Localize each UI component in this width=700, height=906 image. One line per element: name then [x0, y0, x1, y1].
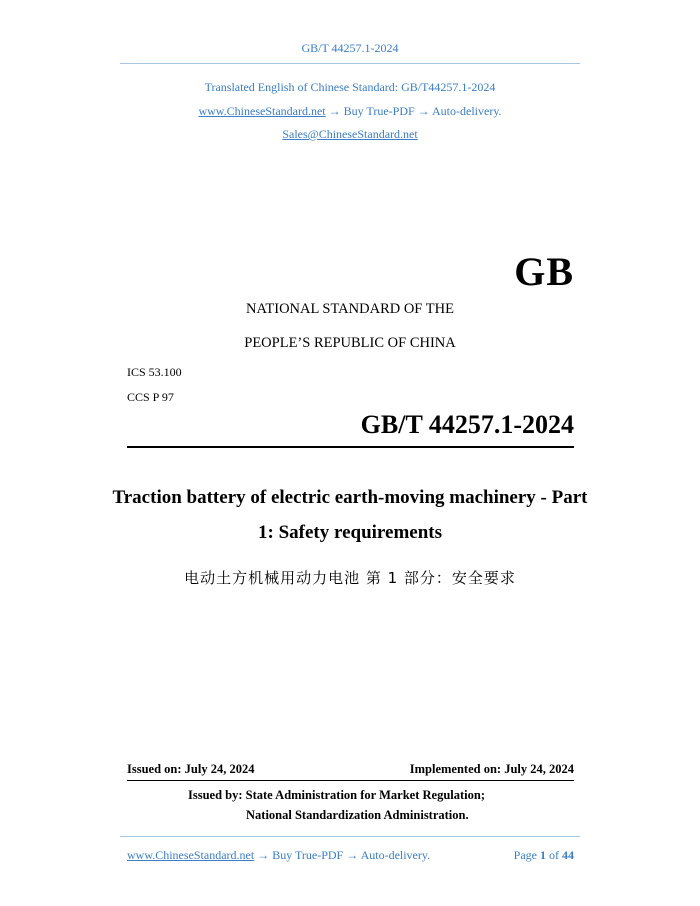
footer-promo-text: → Buy True-PDF → Auto-delivery.	[254, 848, 431, 862]
page-label: Page	[513, 848, 537, 862]
promo-text: → Buy True-PDF → Auto-delivery.	[325, 104, 502, 118]
ccs-code: CCS P 97	[127, 390, 174, 404]
site-link[interactable]: www.ChineseStandard.net	[198, 104, 326, 118]
footer-promo	[127, 848, 430, 863]
running-header-title: GB/T 44257.1-2024	[301, 41, 399, 55]
page-current: 1	[540, 848, 546, 862]
national-standard-line-1: NATIONAL STANDARD OF THE	[246, 301, 454, 317]
sales-email-link[interactable]: Sales@ChineseStandard.net	[282, 127, 418, 141]
document-title-line-1: Traction battery of electric earth-moving machinery - Part	[112, 487, 588, 508]
sales-email-line	[0, 127, 700, 142]
issuer-line-2: National Standardization Administration.	[246, 808, 469, 822]
implemented-on-date: Implemented on: July 24, 2024	[409, 762, 574, 776]
gb-mark: GB	[514, 249, 574, 294]
page-indicator	[514, 848, 574, 863]
translation-notice: Translated English of Chinese Standard: GB/T44257.1-2024	[204, 80, 496, 94]
issuer-line-1: Issued by: State Administration for Market Regulation;	[188, 788, 485, 802]
ics-code: ICS 53.100	[127, 365, 182, 379]
header-divider	[120, 63, 580, 64]
page-of: of	[549, 848, 559, 862]
page-total: 44	[562, 848, 574, 862]
standard-number: GB/T 44257.1-2024	[360, 410, 574, 439]
issued-on-date: Issued on: July 24, 2024	[127, 762, 255, 776]
footer-divider	[120, 836, 580, 837]
dates-divider	[127, 780, 574, 781]
footer-site-link[interactable]: www.ChineseStandard.net	[127, 848, 255, 862]
promo-line	[0, 104, 700, 119]
chinese-title: 电动土方机械用动力电池 第 1 部分：安全要求	[184, 569, 516, 587]
title-divider	[127, 446, 574, 448]
national-standard-line-2: PEOPLE’S REPUBLIC OF CHINA	[244, 335, 456, 351]
document-title-line-2: 1: Safety requirements	[258, 522, 442, 543]
